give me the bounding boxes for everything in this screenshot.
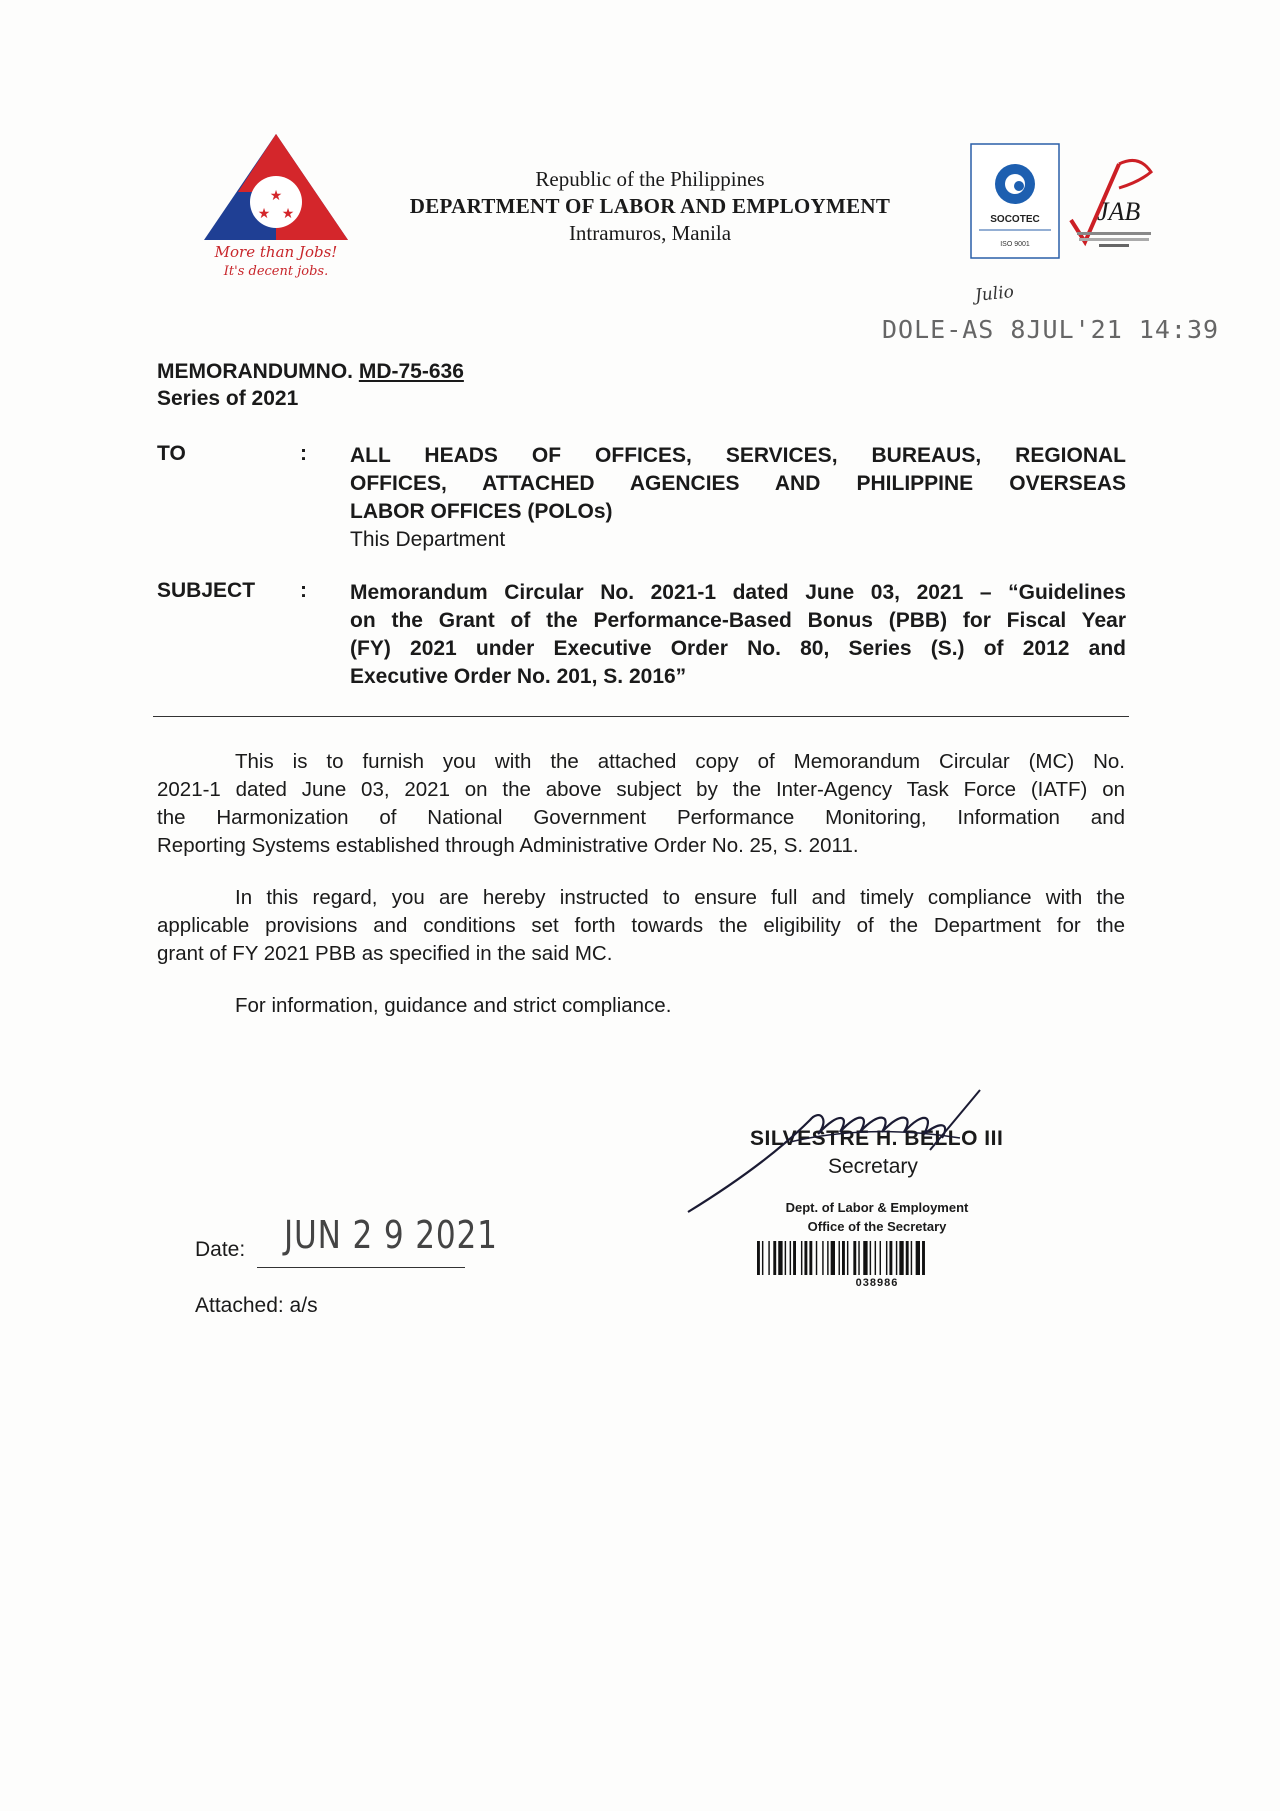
barcode-bar [785,1241,786,1275]
dole-logo [196,130,356,280]
body-line: the Harmonization of National Government Performance Monitoring, Information and [157,806,1125,829]
department-name: DEPARTMENT OF LABOR AND EMPLOYMENT [409,194,891,218]
barcode-bar [880,1241,881,1275]
date-underline [257,1267,465,1268]
barcode [755,1241,1027,1275]
barcode-bar [804,1241,807,1275]
republic-line: Republic of the Philippines [535,167,765,191]
to-label: TO [157,442,186,465]
header-divider [153,716,1129,717]
barcode-bar [863,1241,867,1275]
letterhead [340,166,960,247]
received-initials: Julio [974,282,1015,306]
barcode-bar [847,1241,848,1275]
barcode-bar [793,1241,796,1275]
date-stamp: JUN 2 9 2021 [284,1213,498,1257]
subject-text [350,579,1126,691]
barcode-bar [839,1241,840,1275]
subject-label: SUBJECT [157,579,256,602]
subject-line: (FY) 2021 under Executive Order No. 80, Series (S.) of 2012 and [350,637,1126,660]
barcode-bar [875,1241,876,1275]
to-line: OFFICES, ATTACHED AGENCIES AND PHILIPPINE OVERSEAS [350,472,1126,495]
body-paragraph-1 [157,748,1125,860]
barcode-bar [768,1241,769,1275]
barcode-bar [853,1241,856,1275]
to-line: ALL HEADS OF OFFICES, SERVICES, BUREAUS, REGIONAL [350,444,1126,467]
attachment-note: Attached: a/s [195,1294,318,1317]
to-recipients [350,442,1126,554]
date-label: Date: [195,1238,246,1261]
svg-text:★: ★ [281,205,295,221]
barcode-bar [922,1241,925,1275]
barcode-bar [911,1241,912,1275]
barcode-bar [896,1241,897,1275]
barcode-bar [858,1241,859,1275]
jab-label: JAB [1097,197,1141,226]
subject-line: Memorandum Circular No. 2021-1 dated June 03, 2021 – “Guidelines [350,581,1126,604]
barcode-bar [827,1241,828,1275]
logo-slogan-2: It's decent jobs. [223,264,329,279]
certification-marks [969,142,1155,260]
body-paragraph-2 [157,884,1125,968]
memo-series: Series of 2021 [157,387,299,410]
office-line-2: Office of the Secretary [807,1219,947,1234]
barcode-bar [886,1241,887,1275]
office-line-1: Dept. of Labor & Employment [785,1200,969,1215]
barcode-bar [773,1241,776,1275]
logo-slogan-1: More than Jobs! [214,243,338,261]
subject-line: on the Grant of the Performance-Based Bonus (PBB) for Fiscal Year [350,609,1126,632]
signature-image [680,1080,1040,1220]
barcode-bar [831,1241,835,1275]
barcode-bar [757,1241,760,1275]
barcode-number: 038986 [855,1277,899,1289]
barcode-bar [822,1241,823,1275]
to-line: LABOR OFFICES (POLOs) [350,500,613,523]
svg-text:★: ★ [257,205,271,221]
department-location: Intramuros, Manila [568,221,732,245]
to-department: This Department [350,528,506,551]
body-line: grant of FY 2021 PBB as specified in the said MC. [157,942,613,965]
barcode-bar [899,1241,903,1275]
svg-text:★: ★ [269,187,283,203]
body-paragraph-3 [157,992,1125,1020]
barcode-bar [816,1241,817,1275]
subject-colon: : [300,579,307,602]
memo-number-line [157,360,464,384]
body-line: applicable provisions and conditions set forth towards the eligibility of the Department for the [157,914,1125,937]
body-line: For information, guidance and strict compliance. [235,994,672,1017]
to-colon: : [300,442,307,465]
socotec-label: SOCOTEC [990,214,1040,225]
memo-number: MD-75-636 [358,360,464,383]
barcode-bar [762,1241,763,1275]
barcode-bar [906,1241,909,1275]
iso-label: ISO 9001 [1000,241,1030,248]
body-line: In this regard, you are hereby instructed to ensure full and timely compliance with the [235,886,1125,909]
subject-line: Executive Order No. 201, S. 2016” [350,665,687,688]
barcode-bar [778,1241,782,1275]
body-line: 2021-1 dated June 03, 2021 on the above subject by the Inter-Agency Task Force (IATF) on [157,778,1125,801]
signatory-name: SILVESTRE H. BELLO III [750,1127,1004,1150]
barcode-bar [870,1241,871,1275]
received-stamp: DOLE-AS 8JUL'21 14:39 [882,315,1220,344]
signatory-title: Secretary [828,1155,918,1178]
barcode-bar [801,1241,802,1275]
barcode-bar [809,1241,812,1275]
barcode-bar [842,1241,845,1275]
memo-number-label: MEMORANDUMNO. [157,360,353,383]
barcode-bar [916,1241,920,1275]
body-line: Reporting Systems established through Administrative Order No. 25, S. 2011. [157,834,859,857]
barcode-bar [790,1241,791,1275]
barcode-bar [889,1241,892,1275]
body-line: This is to furnish you with the attached copy of Memorandum Circular (MC) No. [235,750,1125,773]
